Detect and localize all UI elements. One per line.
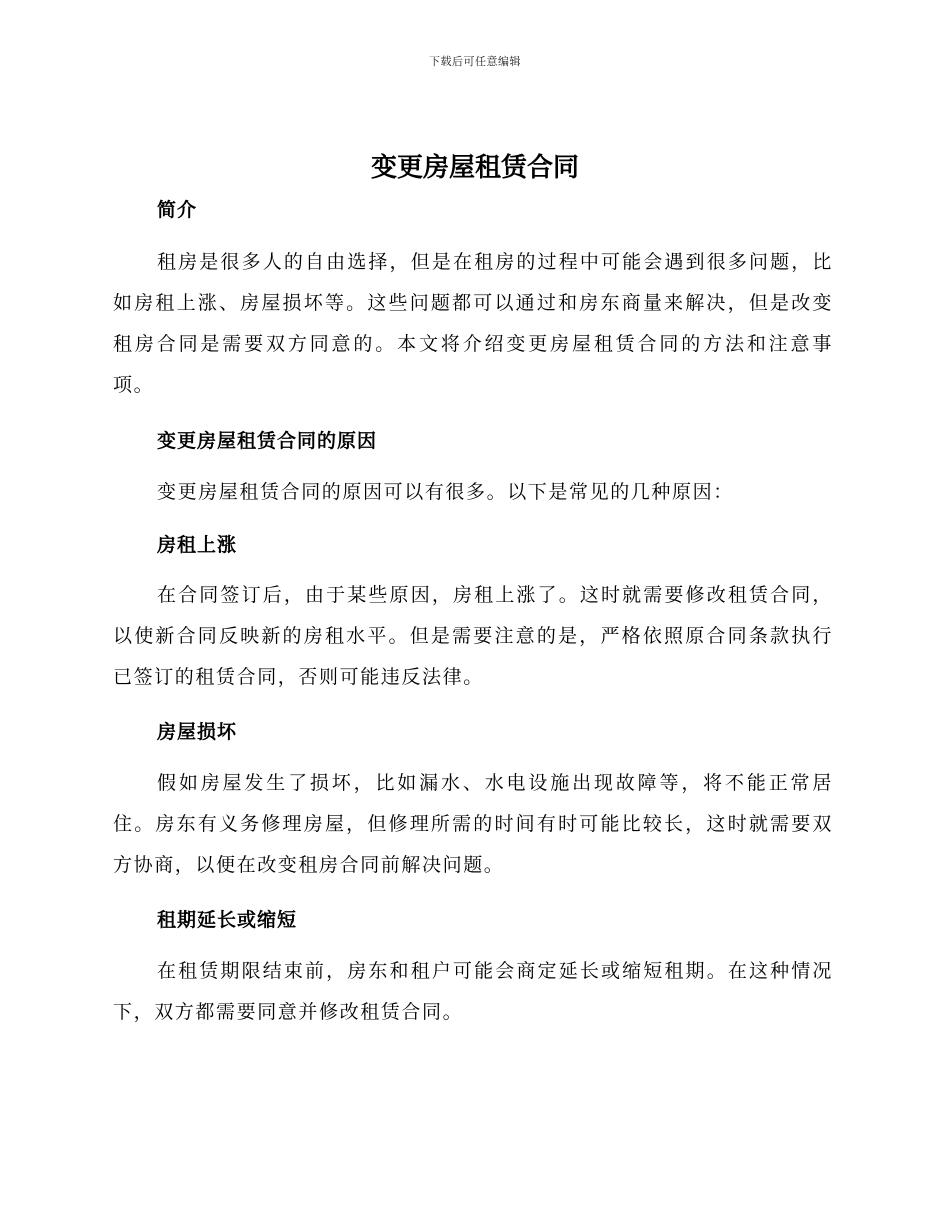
page-header-note: 下载后可任意编辑	[429, 55, 521, 68]
section-heading-rent-increase: 房租上涨	[157, 534, 238, 556]
section-paragraph-rent-increase: 在合同签订后，由于某些原因，房租上涨了。这时就需要修改租赁合同，以使新合同反映新的房租水平。但是需要注意的是，严格依照原合同条款执行已签订的租赁合同，否则可能违反法律。	[113, 584, 833, 688]
section-heading-house-damage: 房屋损坏	[157, 721, 238, 743]
section-paragraph-term-change: 在租赁期限结束前，房东和租户可能会商定延长或缩短租期。在这种情况下，双方都需要同意并修改租赁合同。	[113, 960, 833, 1023]
section-paragraph-house-damage: 假如房屋发生了损坏，比如漏水、水电设施出现故障等，将不能正常居住。房东有义务修理房屋，但修理所需的时间有时可能比较长，这时就需要双方协商，以便在改变租房合同前解决问题。	[113, 772, 833, 876]
section-paragraph-intro: 租房是很多人的自由选择，但是在租房的过程中可能会遇到很多问题，比如房租上涨、房屋损坏等。这些问题都可以通过和房东商量来解决，但是改变租房合同是需要双方同意的。本文将介绍变更房屋租赁合同的方法和注意事项。	[113, 251, 833, 396]
section-heading-intro: 简介	[157, 199, 198, 221]
document-title: 变更房屋租赁合同	[370, 153, 579, 183]
section-heading-reasons: 变更房屋租赁合同的原因	[157, 430, 378, 452]
section-heading-term-change: 租期延长或缩短	[157, 909, 298, 931]
section-paragraph-reasons: 变更房屋租赁合同的原因可以有很多。以下是常见的几种原因：	[157, 481, 734, 503]
